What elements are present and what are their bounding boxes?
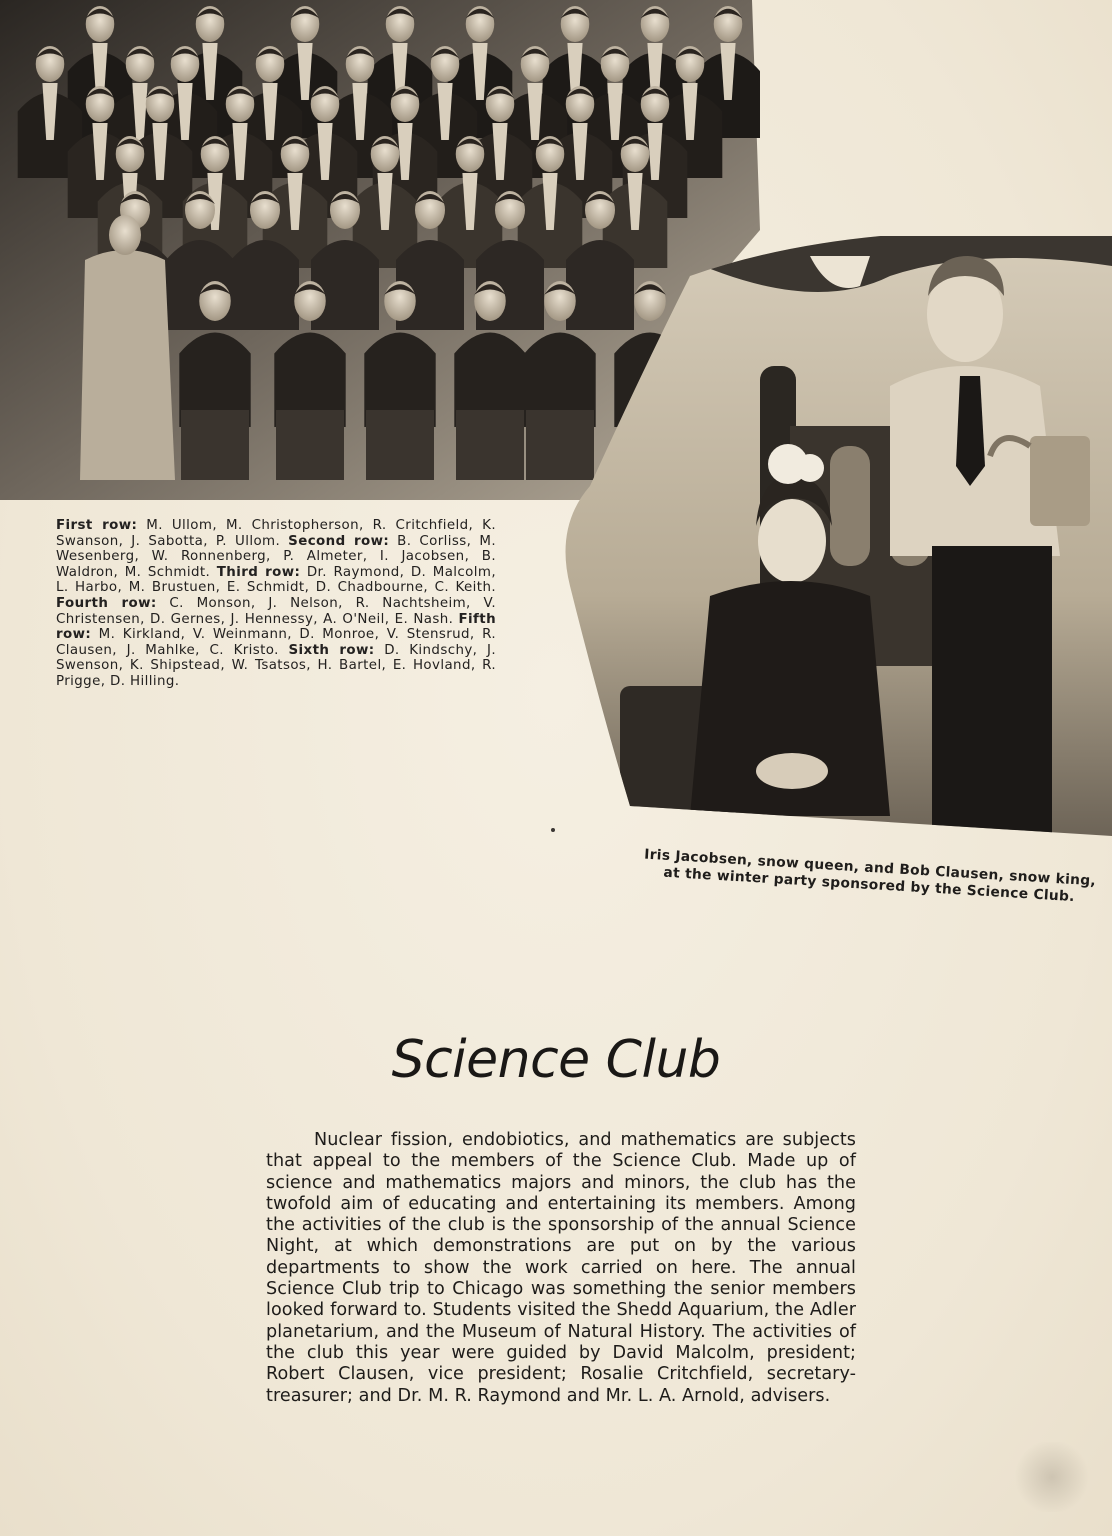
row-label: Third row: [216,564,301,580]
row-label: First row: [56,518,138,533]
row-names: D. Kindschy, J. Swenson, K. Shipstead, W. Tsatsos, H. Bartel, E. Hovland, R. Prigge, D. Hilling. [56,642,497,689]
body-text [266,1130,856,1407]
row-names: M. Kirkland, V. Weinmann, D. Monroe, V. Stensrud, R. Clausen, J. Mahlke, C. Kristo. [56,627,496,658]
row-names: B. Corliss, M. Wesenberg, W. Ronnenberg, P. Almeter, I. Jacobsen, B. Waldron, M. Schmidt. [56,533,496,580]
row-names: Dr. Raymond, D. Malcolm, L. Harbo, M. Brustuen, E. Schmidt, D. Chadbourne, C. Keith. [56,564,496,596]
print-speck [551,828,555,832]
row-names: C. Monson, J. Nelson, R. Nachtsheim, V. Christensen, D. Gernes, J. Hennessy, A. O'Neil, E. Nash. [56,595,496,627]
body-paragraph: Nuclear fission, endobiotics, and mathematics are subjects that appeal to the members of the Science Club. Made up of science and mathematics majors and minors, the club has the twofold aim of educating and entertaining its members. Among the activities of the club is the sponsorship of the annual Science Night, at which demonstrations are put on by the various departments to show the work carried on here. The annual Science Club trip to Chicago was something the senior members looked forward to. Students visited the Shedd Aquarium, the Adler planetarium, and the Museum of Natural History. The activities of the club this year were guided by David Malcolm, president; Robert Clausen, vice president; Rosalie Critchfield, secretary-treasurer; and Dr. M. R. Raymond and Mr. L. A. Arnold, advisers. [266,1130,856,1406]
members-caption [56,518,496,690]
photo-caption: Iris Jacobsen, snow queen, and Bob Clausen, snow king, at the winter party sponsored by the Science Club. [643,846,1097,906]
row-label: Fourth row: [56,595,157,611]
row-label: Fifth row: [56,611,496,643]
page-title: Science Club [391,1030,721,1090]
row-label: Second row: [288,533,390,549]
row-names: M. Ullom, M. Christopherson, R. Critchfield, K. Swanson, J. Sabotta, P. Ullom. [56,518,497,549]
paper-texture [1012,1442,1092,1512]
snow-queen-king-photo [560,236,1112,836]
row-label: Sixth row: [288,642,375,658]
